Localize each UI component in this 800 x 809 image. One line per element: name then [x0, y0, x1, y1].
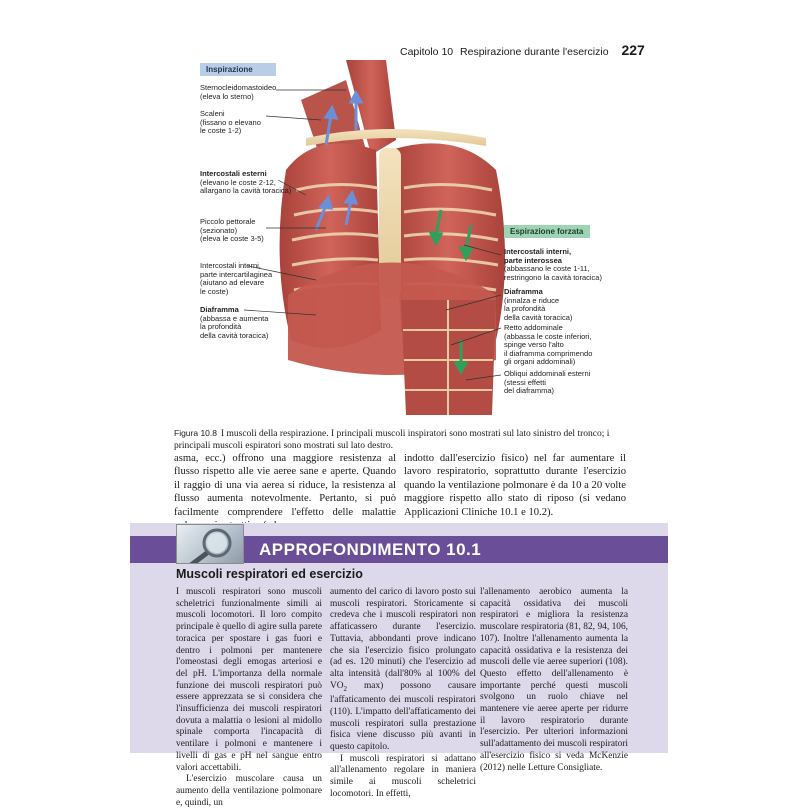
label-internal-intercostals-interosseous: Intercostali interni, parte interossea (abbassano le coste 1-11, restringono la cavità toracica): [504, 247, 602, 282]
running-head: [400, 42, 645, 58]
tag-inspiration: Inspirazione: [200, 63, 276, 76]
magnifying-glass-photo: [176, 524, 244, 564]
insight-column-3: l'allenamento aerobico aumenta la capacità ossidativa dei muscoli respiratori e migliora la resistenza muscolare respiratoria (81, 82, 94, 106, 107). Inoltre l'allenamento aumenta la capacità ossidativa e la resistenza dei muscoli delle vie aeree superiori (108). Questo effetto dell'allenamento è importante perché questi muscoli svolgono un ruolo chiave nel mantenere vie aeree aperte per ridurre il lavoro respiratorio durante l'esercizio. Per ulteriori informazioni sull'adattamento dei muscoli respiratori all'esercizio fisico si veda McKenzie (2012) nelle Letture Consigliate.: [480, 587, 628, 773]
insight-col2-para1a: aumento del carico di lavoro posto sui muscoli respiratori. Storicamente si credeva che i muscoli respiratori non affaticassero durante l'esercizio. Tuttavia, abbondanti prove indicano che sia l'esercizio fisico prolungato (ad es. 120 minuti) che l'esercizio ad alta intensità (dall'80% al 100% del VO: [330, 587, 476, 691]
insight-column-2: [330, 587, 476, 801]
figure-caption-text: I muscoli della respirazione. I principali muscoli inspiratori sono mostrati sul lato sinistro del tronco; i principali muscoli espiratori sono mostrati sul lato destro.: [174, 429, 610, 451]
body-text-column-right: indotto dall'esercizio fisico) nel far aumentare il lavoro respiratorio, soprattutto durante l'esercizio quando la ventilazione polmonare è da 10 a 20 volte maggiore rispetto allo stato di riposo (si vedano Applicazioni Cliniche 10.1 e 10.2).: [404, 453, 626, 518]
insight-col2-para1b: max) possono causare l'affaticamento dei muscoli respiratori (110). L'impatto dell'affaticamento dei muscoli respiratori sulla prestazione fisica viene discusso più avanti in questo capitolo.: [330, 680, 476, 753]
label-sternocleidomastoid: Sternocleidomastoideo (eleva lo sterno): [200, 83, 277, 101]
insight-col1-para2: L'esercizio muscolare causa un aumento della ventilazione polmonare e, quindi, un: [176, 774, 322, 808]
insight-column-1: [176, 587, 322, 809]
insight-box-title: APPROFONDIMENTO 10.1: [259, 540, 482, 559]
label-rectus-abdominis: Retto addominale (abbassa le coste inferiori, spinge verso l'alto il diaframma comprimendo gli organi addominali): [504, 323, 593, 367]
label-internal-intercostals-intercartilaginous: Intercostali interni, parte intercartilaginea (aiutano ad elevare le coste): [200, 261, 273, 296]
label-diaphragm-expiration: Diaframma (innalza e riduce la profondità della cavità toracica): [504, 287, 573, 322]
label-diaphragm-inspiration: Diaframma (abbassa e aumenta la profondità della cavità toracica): [200, 305, 269, 340]
chapter-number: Capitolo 10: [400, 46, 454, 58]
label-scalenes: Scaleni (fissano o elevano le coste 1-2): [200, 109, 261, 136]
magnifier-icon: [177, 525, 244, 564]
figure-number: Figura 10.8: [174, 428, 217, 438]
tag-forced-expiration: Espirazione forzata: [504, 225, 590, 238]
chapter-title: Respirazione durante l'esercizio: [460, 46, 609, 58]
insight-box-subtitle: Muscoli respiratori ed esercizio: [176, 567, 363, 581]
vo2-subscript: 2: [343, 684, 348, 693]
label-pectoralis-minor: Piccolo pettorale (sezionato) (eleva le coste 3-5): [200, 217, 264, 244]
body-text-column-left: asma, ecc.) offrono una maggiore resistenza al flusso rispetto alle vie aeree sane e aperte. Quando il raggio di una via aerea si riduce, la resistenza al flusso aumenta notevolmente. Pertanto, si può facilmente comprendere l'effetto delle malattie: [174, 453, 396, 518]
label-external-intercostals: Intercostali esterni (elevano le coste 2-12, allargano la cavità toracica): [200, 169, 292, 196]
figure-caption: [174, 428, 628, 452]
insight-col2-para2: I muscoli respiratori si adattano all'allenamento regolare in maniera simile ai muscoli scheletrici locomotori. In effetti,: [330, 753, 476, 799]
label-external-obliques: Obliqui addominali esterni (stessi effetti del diaframma): [504, 369, 591, 396]
insight-col1-para1: I muscoli respiratori sono muscoli scheletrici funzionalmente simili ai muscoli locomotori. Il loro compito principale è quello di agire sulla parete toracica per spostare i gas fuori e dentro i polmoni per mantenere l'omeostasi degli emogas arteriosi e del pH. L'importanza della normale funzione dei muscoli respiratori può essere apprezzata se si considera che l'insufficienza dei muscoli respiratori dovuta a malattia o lesioni al midollo spinale comporta l'incapacità di ventilare i polmoni e mantenere i livelli di gas e pH nel sangue entro valori accettabili.: [176, 587, 322, 773]
page-number: 227: [621, 42, 645, 58]
